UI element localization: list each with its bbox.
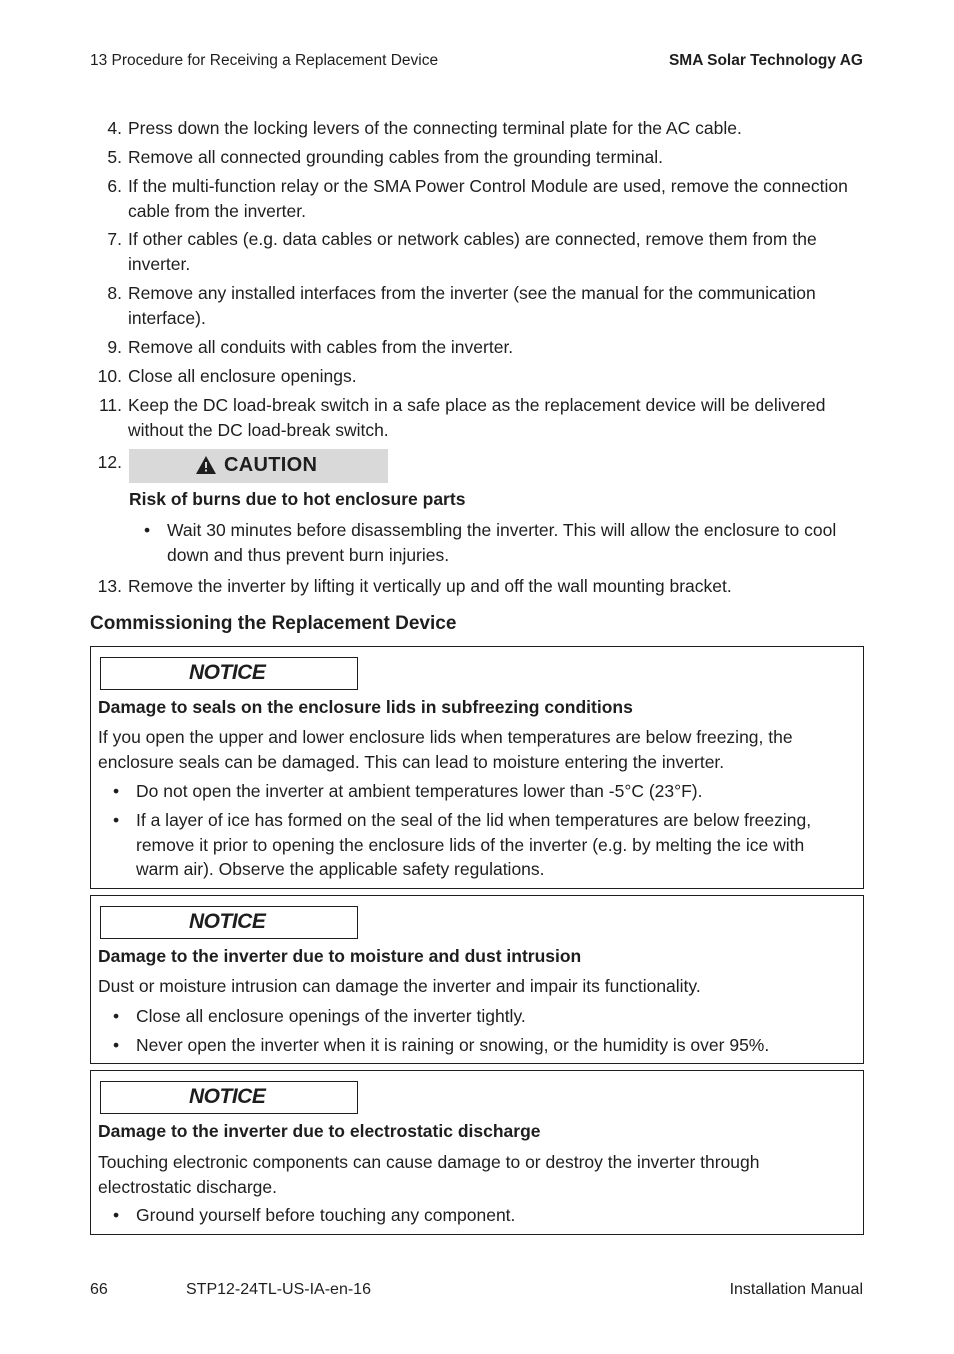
step-text-line: cable from the inverter. (128, 200, 306, 221)
warning-triangle-icon (196, 456, 216, 474)
notice-heading: Damage to seals on the enclosure lids in subfreezing conditions (98, 697, 633, 717)
caution-bullet-line: Wait 30 minutes before disassembling the inverter. This will allow the enclosure to cool (167, 520, 837, 540)
step-text-line: Keep the DC load-break switch in a safe place as the replacement device will be delivered (128, 395, 826, 415)
header-company: SMA Solar Technology AG (668, 52, 863, 69)
notice-label: NOTICE (189, 1085, 266, 1108)
bullet-dot: • (113, 781, 120, 801)
step-number: 9. (107, 337, 122, 357)
manual-title: Installation Manual (729, 1281, 863, 1298)
notice-bullet: Do not open the inverter at ambient temperatures lower than -5°C (23°F). (136, 781, 703, 801)
notice-bullet: Close all enclosure openings of the inverter tightly. (136, 1006, 526, 1026)
step-text (128, 227, 865, 276)
notice-box-esd (90, 1070, 864, 1235)
step-number: 12. (97, 452, 122, 472)
notice-paragraph (98, 1150, 855, 1199)
caution-label-bar (129, 449, 388, 483)
notice-bullet: Ground yourself before touching any component. (136, 1205, 516, 1225)
step-number: 13. (97, 576, 122, 596)
notice-bullet-line: remove it prior to opening the enclosure lids of the inverter (e.g. by melting the ice with (136, 834, 805, 855)
step-number: 8. (107, 283, 122, 303)
notice-label-box (100, 1081, 358, 1114)
step-text-line: If other cables (e.g. data cables or network cables) are connected, remove them from the (128, 229, 817, 249)
notice-box-seals (90, 646, 864, 889)
notice-paragraph (98, 725, 855, 774)
notice-heading: Damage to the inverter due to electrostatic discharge (98, 1121, 541, 1141)
bullet-dot: • (113, 1205, 120, 1225)
step-text-line: without the DC load-break switch. (128, 419, 389, 440)
step-number: 6. (107, 176, 122, 196)
step-text (128, 281, 865, 330)
bullet-dot: • (113, 1006, 120, 1026)
step-text-line: inverter. (128, 253, 191, 274)
step-number: 4. (107, 118, 122, 138)
step-text-line: interface). (128, 307, 206, 328)
notice-paragraph-line: If you open the upper and lower enclosure lids when temperatures are below freezing, the (98, 727, 793, 747)
step-text-line: Remove any installed interfaces from the inverter (see the manual for the communication (128, 283, 816, 303)
bullet-dot: • (113, 810, 120, 830)
notice-label: NOTICE (189, 661, 266, 684)
step-text (128, 174, 865, 223)
caution-bullet (167, 518, 867, 567)
notice-paragraph-line: Touching electronic components can cause damage to or destroy the inverter through (98, 1152, 760, 1172)
bullet-dot: • (113, 1035, 120, 1055)
section-title: Commissioning the Replacement Device (90, 613, 457, 634)
document-id: STP12-24TL-US-IA-en-16 (186, 1281, 371, 1298)
notice-box-moisture (90, 895, 864, 1064)
notice-bullet (136, 808, 855, 882)
step-number: 7. (107, 229, 122, 249)
step-text: Remove the inverter by lifting it vertically up and off the wall mounting bracket. (128, 576, 732, 596)
notice-heading: Damage to the inverter due to moisture and dust intrusion (98, 946, 582, 966)
page-number: 66 (90, 1281, 108, 1298)
step-text-line: If the multi-function relay or the SMA Power Control Module are used, remove the connection (128, 176, 848, 196)
step-text (128, 393, 865, 442)
notice-label-box (100, 906, 358, 939)
step-text: Close all enclosure openings. (128, 366, 357, 386)
step-number: 5. (107, 147, 122, 167)
caution-heading: Risk of burns due to hot enclosure parts (129, 489, 466, 509)
notice-bullet: Never open the inverter when it is raining or snowing, or the humidity is over 95%. (136, 1035, 770, 1055)
notice-paragraph-line: enclosure seals can be damaged. This can lead to moisture entering the inverter. (98, 751, 725, 772)
notice-paragraph-line: electrostatic discharge. (98, 1176, 277, 1197)
notice-paragraph: Dust or moisture intrusion can damage the inverter and impair its functionality. (98, 976, 701, 996)
notice-label: NOTICE (189, 910, 266, 933)
step-text: Press down the locking levers of the connecting terminal plate for the AC cable. (128, 118, 742, 138)
step-number: 11. (98, 395, 122, 415)
header-chapter-title: 13 Procedure for Receiving a Replacement Device (90, 52, 439, 69)
bullet-dot: • (144, 520, 151, 540)
notice-bullet-line: warm air). Observe the applicable safety regulations. (136, 859, 545, 879)
notice-bullet-line: If a layer of ice has formed on the seal of the lid when temperatures are below freezing, (136, 810, 812, 830)
caution-bullet-line: down and thus prevent burn injuries. (167, 544, 450, 565)
caution-label: CAUTION (224, 454, 318, 476)
step-text: Remove all connected grounding cables from the grounding terminal. (128, 147, 664, 167)
step-text: Remove all conduits with cables from the inverter. (128, 337, 514, 357)
step-number: 10. (97, 366, 122, 386)
notice-label-box (100, 657, 358, 690)
